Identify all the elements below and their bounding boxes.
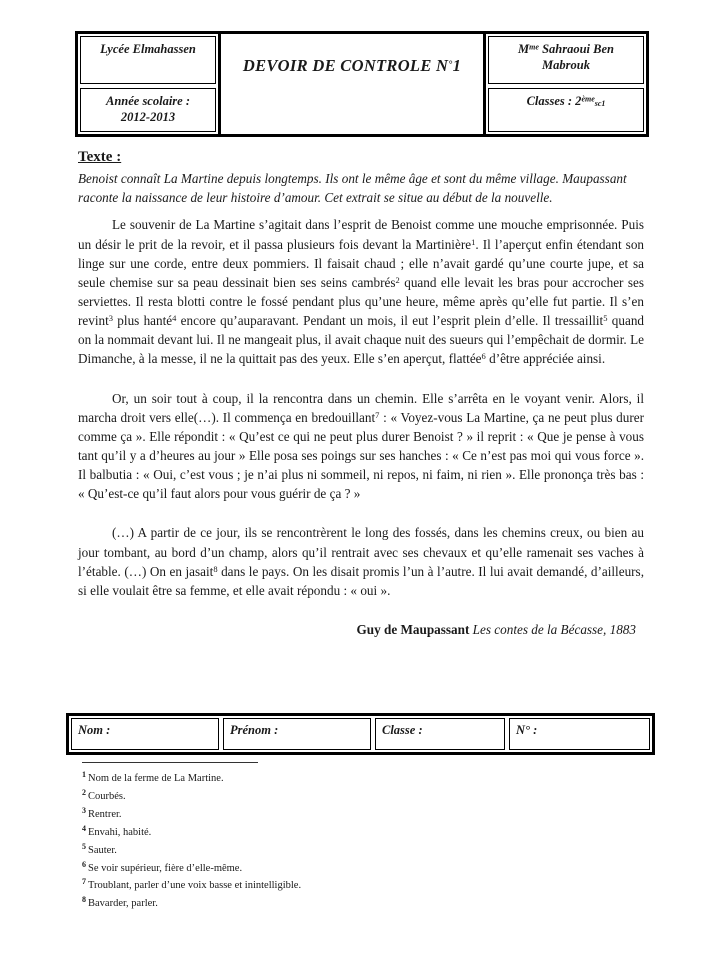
degree-symbol: ° xyxy=(448,59,453,71)
footnote-ref-1: 1 xyxy=(471,236,476,247)
texte-heading: Texte : xyxy=(78,149,122,165)
footnote-ref-5: 5 xyxy=(603,312,608,323)
classes-subscript: sc1 xyxy=(594,99,606,109)
header-right-column xyxy=(486,34,646,134)
student-identity-table xyxy=(66,713,655,755)
header-left-column xyxy=(78,34,218,134)
body-paragraph-1: Le souvenir de La Martine s’agitait dans l’esprit de Benoist comme une mouche emprisonnée. Puis un désir le prit de la revoir, et il passa plusieurs fois devant la Martinière$^1$. Il l’aperçut enfin étendant son linge sur une corde, entre deux pommiers. Il faisait chaud ; elle n’avait gardé qu’une courte jupe, et sa seule chemise sur sa peau dessinait bien ses seins cambrés$^2$ quand elle levait les bras pour accrocher ses serviettes. Il resta blotti contre le fossé pendant plus qu’une heure, même après qu’elle fut partie. Il s’en revint$^3$ plus hanté$^4$ encore qu’auparavant. Pendant un mois, il eut l’esprit plein d’elle. Il tressaillit$^5$ quand on la nommait devant lui. Il ne mangeait plus, il avait chaque nuit des sueurs qui l’empêchait de dormir. Le Dimanche, à la messe, il ne la quittait pas des yeux. Elle s’en aperçut, flattée$^6$ d’être appréciée ainsi. xyxy=(78,217,645,367)
exam-title xyxy=(243,56,461,76)
footnote-text: Se voir supérieur, fière d’elle-même. xyxy=(88,862,243,874)
school-year-cell xyxy=(80,88,216,132)
footnote-ref-6: 6 xyxy=(481,351,486,362)
field-prenom[interactable] xyxy=(223,718,371,750)
exam-title-text: DEVOIR DE CONTROLE N xyxy=(242,56,449,75)
footnote-text: Nom de la ferme de La Martine. xyxy=(88,773,224,784)
footnote-number: 7 xyxy=(82,877,86,887)
field-nom-label: Nom : xyxy=(78,723,111,737)
teacher-name: Sahraoui Ben Mabrouk xyxy=(538,42,614,72)
footnote-text: Bavarder, parler. xyxy=(88,898,158,910)
field-classe-label: Classe : xyxy=(382,723,423,737)
teacher-prefix-superscript: me xyxy=(529,42,539,52)
header-middle-column xyxy=(218,34,486,134)
footnote-text: Envahi, habité. xyxy=(88,826,152,838)
footnote-item xyxy=(82,876,532,894)
footnote-text: Sauter. xyxy=(88,844,117,856)
text-chapeau: Benoist connaît La Martine depuis longtemps. Ils ont le même âge et sont du même village. Maupassant raconte la naissance de leur histoire d’amour. Cet extrait se situe au début de la nouvelle. xyxy=(78,171,627,205)
school-year-value: 2012-2013 xyxy=(120,109,176,124)
school-year-label: Année scolaire : xyxy=(105,94,191,108)
footnote-ref-2: 2 xyxy=(395,274,400,285)
footnote-item xyxy=(82,859,532,877)
footnote-number: 5 xyxy=(82,841,86,851)
body-paragraph-3: (…) A partir de ce jour, ils se rencontrèrent le long des fossés, dans les chemins creux, ou bien au jour tombant, au bord d’un champ, alors qu’il rentrait avec ses chevaux et qu’elle ramenait ses vaches à l’étable. (…) On en jasait$^8$ dans le pays. On les disait promis l’un à l’autre. Il lui avait demandé, d’ailleurs, si elle voulait être sa femme, et elle avait répondu : « oui ». xyxy=(78,525,644,598)
attribution-author: Guy de Maupassant xyxy=(356,622,470,637)
footnote-item xyxy=(82,841,532,859)
exam-number: 1 xyxy=(452,56,462,75)
footnote-number: 1 xyxy=(82,770,86,779)
footnote-ref-3: 3 xyxy=(108,312,114,323)
footnote-number: 3 xyxy=(82,805,86,815)
body-paragraph-2: Or, un soir tout à coup, il la rencontra dans un chemin. Elle s’arrêta en le voyant venir. Alors, il marcha droit vers elle(…). Il commença en bredouillant$^7$ : « Voyez-vous La Martine, ça ne peut plus durer comme ça ». Elle répondit : « Qu’est ce qui ne peut plus durer Benoist ? » il reprit : « Que je pense à vous tant qu’il y a d’heures au jour » Elle posa ses poings sur ses hanches : « Ce n’est pas moi qui vous force ». Il balbutia : « Oui, c’est vous ; je n’ai plus ni sommeil, ni repos, ni faim, ni rien ». Elle prononça très bas : « Qu’est-ce qu’il faut alors pour vous guérir de ça ? » xyxy=(78,390,644,502)
text-content-area xyxy=(78,148,644,638)
classes-label: Classes : 2 xyxy=(526,94,582,108)
footnote-item xyxy=(82,787,532,805)
exam-header-table xyxy=(75,31,649,137)
field-prenom-label: Prénom : xyxy=(230,723,279,737)
field-classe[interactable] xyxy=(375,718,505,750)
teacher-name-cell xyxy=(488,36,644,84)
footnote-number: 2 xyxy=(82,787,86,797)
school-name: Lycée Elmahassen xyxy=(100,42,196,56)
footnote-number: 6 xyxy=(82,859,86,869)
footnote-text: Rentrer. xyxy=(88,808,122,820)
footnote-number: 8 xyxy=(82,895,86,905)
source-attribution xyxy=(78,622,644,638)
footnote-list xyxy=(82,769,532,912)
footnote-text: Courbés. xyxy=(88,790,126,802)
field-numero[interactable] xyxy=(509,718,650,750)
teacher-prefix: M xyxy=(518,42,530,56)
footnote-ref-7: 7 xyxy=(375,409,380,420)
footnote-ref-8: 8 xyxy=(213,563,218,574)
field-nom[interactable] xyxy=(71,718,219,750)
footnotes-section xyxy=(82,762,532,912)
footnote-item xyxy=(82,805,532,823)
footnote-text: Troublant, parler d’une voix basse et inintelligible. xyxy=(88,880,302,892)
footnote-item xyxy=(82,769,532,787)
classes-superscript: ème xyxy=(581,94,595,104)
attribution-work: Les contes de la Bécasse, 1883 xyxy=(472,622,636,637)
footnote-item xyxy=(82,894,532,912)
field-numero-label: N° : xyxy=(516,723,538,737)
school-name-cell xyxy=(80,36,216,84)
footnote-item xyxy=(82,823,532,841)
footnote-number: 4 xyxy=(82,823,86,833)
footnote-separator-rule xyxy=(82,762,258,763)
classes-cell xyxy=(488,88,644,132)
footnote-ref-4: 4 xyxy=(172,312,177,323)
